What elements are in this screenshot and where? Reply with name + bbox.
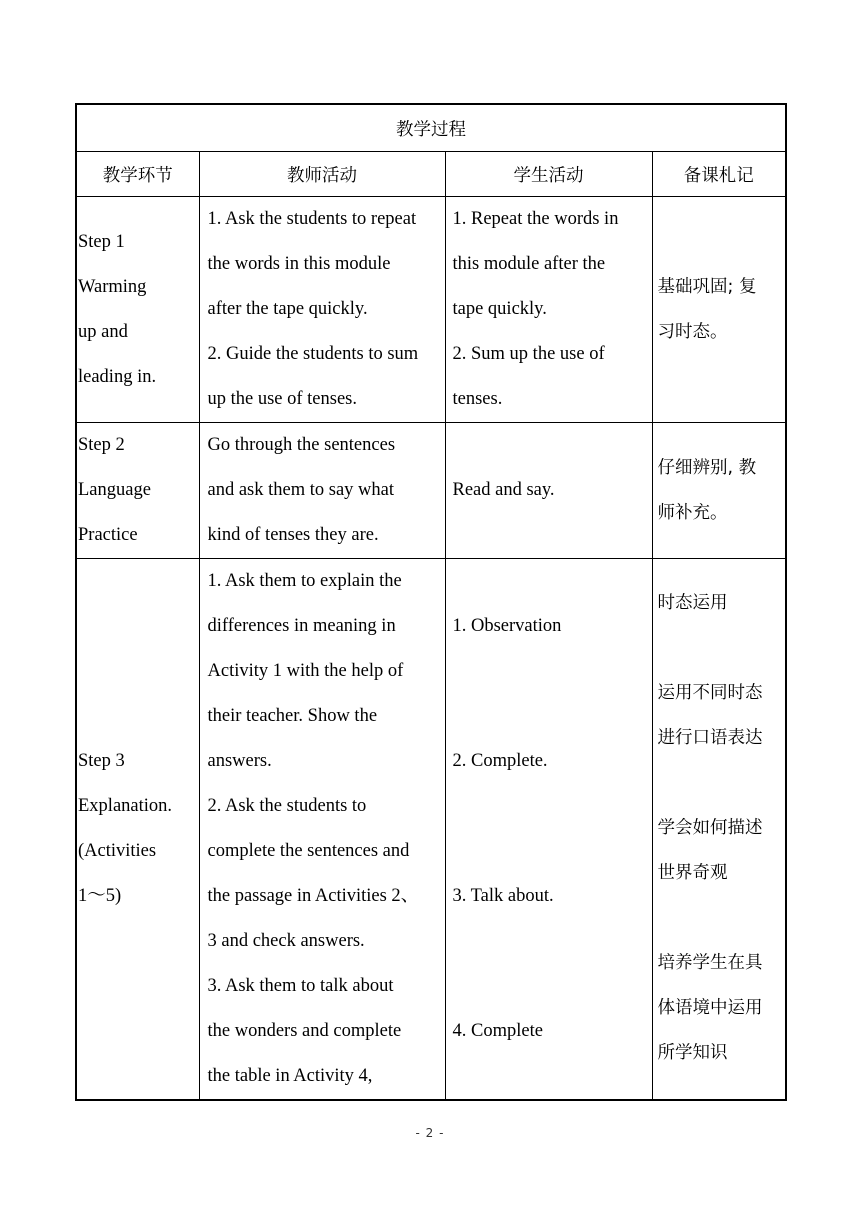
step1-teacher-activity: 1. Ask the students to repeat the words in this module after the tape quickly. 2. Guide the students to sum up the use of tenses.	[207, 209, 419, 409]
step1-stage: Step 1 Warming up and leading in.	[78, 231, 157, 387]
step3-notes: 时态运用 运用不同时态 进行口语表达 学会如何描述 世界奇观 培养学生在具 体语境中运用 所学知识	[657, 593, 763, 1063]
step1-notes: 基础巩固; 复 习时态。	[657, 276, 757, 342]
step3-stage: Step 3 Explanation. (Activities 1～5)	[78, 751, 173, 906]
step2-student-activity: Read and say.	[452, 480, 555, 500]
header-notes: 备课札记	[652, 152, 786, 197]
header-stage: 教学环节	[76, 152, 199, 197]
step3-student-activity: 1. Observation 2. Complete. 3. Talk about. 4. Complete	[452, 616, 562, 1041]
step3-teacher-activity: 1. Ask them to explain the differences in meaning in Activity 1 with the help of their teacher. Show the answers. 2. Ask the students to complete the sentences and the passage in Activities 2、 3 and check answers. 3. Ask them to talk about the wonders and complete the table in Activity 4,	[207, 571, 420, 1086]
step1-student-activity: 1. Repeat the words in this module after the tape quickly. 2. Sum up the use of tenses.	[452, 209, 619, 409]
step2-stage: Step 2 Language Practice	[78, 435, 151, 545]
table-row	[76, 423, 786, 559]
table-row	[76, 559, 786, 1101]
teaching-process-table	[75, 103, 787, 1101]
table-row	[76, 197, 786, 423]
table-title: 教学过程	[76, 104, 786, 152]
page-number: - 2 -	[415, 1126, 445, 1140]
step2-teacher-activity: Go through the sentences and ask them to say what kind of tenses they are.	[207, 435, 396, 545]
step2-notes: 仔细辨别, 教 师补充。	[657, 457, 757, 523]
header-teacher-activity: 教师活动	[199, 152, 445, 197]
header-student-activity: 学生活动	[445, 152, 652, 197]
